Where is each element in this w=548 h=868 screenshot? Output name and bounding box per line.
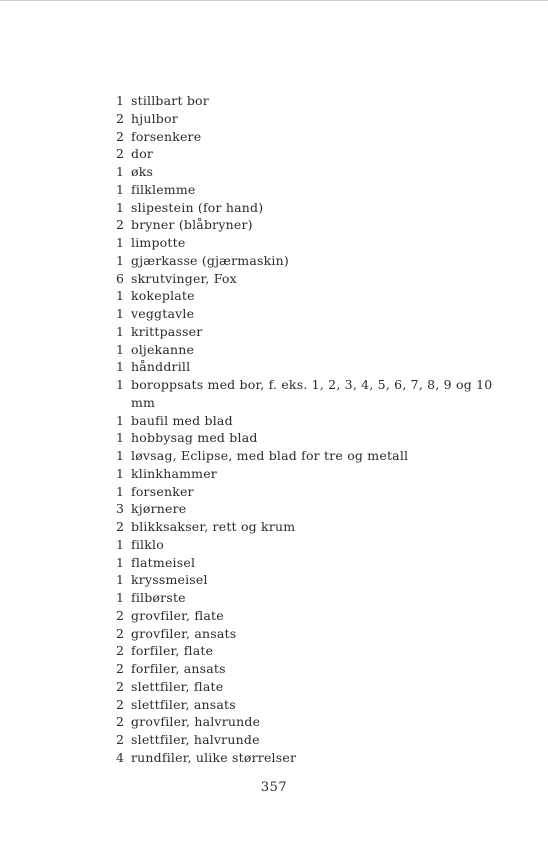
list-item	[116, 110, 516, 128]
item-description: slipestein (for hand)	[131, 199, 264, 215]
list-item	[116, 128, 516, 146]
list-item	[116, 660, 516, 678]
item-description: slettfiler, flate	[131, 678, 224, 694]
item-description: limpotte	[131, 235, 186, 250]
list-item	[116, 483, 516, 501]
list-item	[116, 589, 516, 607]
list-item	[116, 92, 516, 110]
item-description: hjulbor	[131, 110, 178, 126]
list-item	[116, 607, 516, 625]
item-quantity: 2	[116, 607, 125, 623]
item-description: kjørnere	[131, 501, 187, 517]
item-description: filklemme	[131, 181, 196, 197]
item-description: skrutvinger, Fox	[131, 270, 237, 286]
item-quantity: 2	[116, 625, 125, 641]
item-quantity: 2	[116, 128, 125, 144]
item-description: forsenker	[131, 483, 194, 499]
item-description: kryssmeisel	[131, 572, 208, 588]
item-description: øks	[131, 164, 154, 179]
item-quantity: 2	[116, 110, 125, 126]
item-quantity: 2	[116, 146, 125, 162]
list-item	[116, 678, 516, 696]
item-quantity: 1	[116, 590, 125, 605]
list-item	[116, 642, 516, 660]
item-quantity: 1	[116, 483, 125, 499]
page-number: 357	[260, 780, 288, 795]
tool-list	[116, 92, 516, 767]
list-item	[116, 163, 516, 181]
item-description: løvsag, Eclipse, med blad for tre og metall	[131, 448, 409, 463]
item-quantity: 1	[116, 341, 125, 357]
item-description: grovfiler, flate	[131, 607, 224, 623]
item-quantity: 1	[116, 359, 125, 375]
list-item	[116, 713, 516, 731]
item-description: rundfiler, ulike størrelser	[131, 749, 297, 765]
item-description: baufil med blad	[131, 412, 233, 428]
list-item	[116, 412, 516, 430]
item-quantity: 1	[116, 377, 125, 392]
item-description: grovfiler, halvrunde	[131, 714, 261, 730]
item-description: hånddrill	[131, 359, 191, 375]
item-quantity: 1	[116, 288, 125, 304]
list-item	[116, 536, 516, 554]
item-quantity: 1	[116, 199, 125, 215]
list-item	[116, 731, 516, 749]
item-quantity: 2	[116, 217, 125, 233]
item-description: krittpasser	[131, 323, 203, 339]
page-top-edge	[0, 0, 548, 1]
item-description: flatmeisel	[131, 554, 196, 570]
list-item	[116, 358, 516, 376]
item-quantity: 2	[116, 678, 125, 694]
item-description: hobbysag med blad	[131, 430, 258, 446]
list-item	[116, 199, 516, 217]
item-description: filbørste	[131, 590, 186, 605]
item-description: dor	[131, 146, 154, 162]
item-description: veggtavle	[131, 306, 195, 321]
item-quantity: 1	[116, 93, 125, 108]
item-quantity: 6	[116, 270, 125, 286]
item-quantity: 1	[116, 412, 125, 428]
item-description: forsenkere	[131, 128, 202, 144]
item-quantity: 1	[116, 323, 125, 339]
list-item	[116, 500, 516, 518]
item-quantity: 2	[116, 696, 125, 712]
list-item	[116, 554, 516, 572]
list-item	[116, 447, 516, 465]
item-description: kokeplate	[131, 288, 195, 304]
item-quantity: 2	[116, 714, 125, 730]
list-item	[116, 270, 516, 288]
item-quantity: 1	[116, 572, 125, 588]
list-item	[116, 252, 516, 270]
item-description: grovfiler, ansats	[131, 625, 237, 641]
list-item	[116, 625, 516, 643]
item-description: slettfiler, halvrunde	[131, 732, 260, 747]
list-item	[116, 376, 516, 412]
item-quantity: 1	[116, 554, 125, 570]
list-item	[116, 181, 516, 199]
item-quantity: 1	[116, 181, 125, 197]
item-quantity: 2	[116, 519, 125, 534]
list-item	[116, 696, 516, 714]
list-item	[116, 234, 516, 252]
item-description: forfiler, flate	[131, 643, 214, 659]
list-item	[116, 465, 516, 483]
item-quantity: 4	[116, 749, 125, 765]
item-quantity: 1	[116, 252, 125, 268]
item-description: stillbart bor	[131, 93, 209, 108]
item-quantity: 1	[116, 465, 125, 481]
item-quantity: 2	[116, 732, 125, 747]
item-quantity: 1	[116, 306, 125, 321]
list-item	[116, 145, 516, 163]
item-quantity: 3	[116, 501, 125, 517]
list-item	[116, 341, 516, 359]
list-item	[116, 429, 516, 447]
item-description: forfiler, ansats	[131, 661, 226, 676]
list-item	[116, 571, 516, 589]
item-quantity: 1	[116, 536, 125, 552]
item-quantity: 1	[116, 448, 125, 463]
item-description: oljekanne	[131, 341, 195, 357]
item-description: bryner (blåbryner)	[131, 217, 253, 233]
item-quantity: 1	[116, 430, 125, 446]
item-quantity: 1	[116, 164, 125, 179]
list-item	[116, 287, 516, 305]
item-quantity: 2	[116, 643, 125, 659]
list-item	[116, 518, 516, 536]
item-description: slettfiler, ansats	[131, 696, 236, 712]
item-quantity: 1	[116, 235, 125, 250]
list-item	[116, 216, 516, 234]
item-description: gjærkasse (gjærmaskin)	[131, 252, 289, 268]
item-quantity: 2	[116, 661, 125, 676]
list-item	[116, 305, 516, 323]
item-description: klinkhammer	[131, 465, 217, 481]
item-description: blikksakser, rett og krum	[131, 519, 296, 534]
list-item	[116, 323, 516, 341]
item-description: filklo	[131, 536, 164, 552]
list-item	[116, 749, 516, 767]
item-description: boroppsats med bor, f. eks. 1, 2, 3, 4, 5, 6, 7, 8, 9 og 10 mm	[131, 377, 493, 410]
